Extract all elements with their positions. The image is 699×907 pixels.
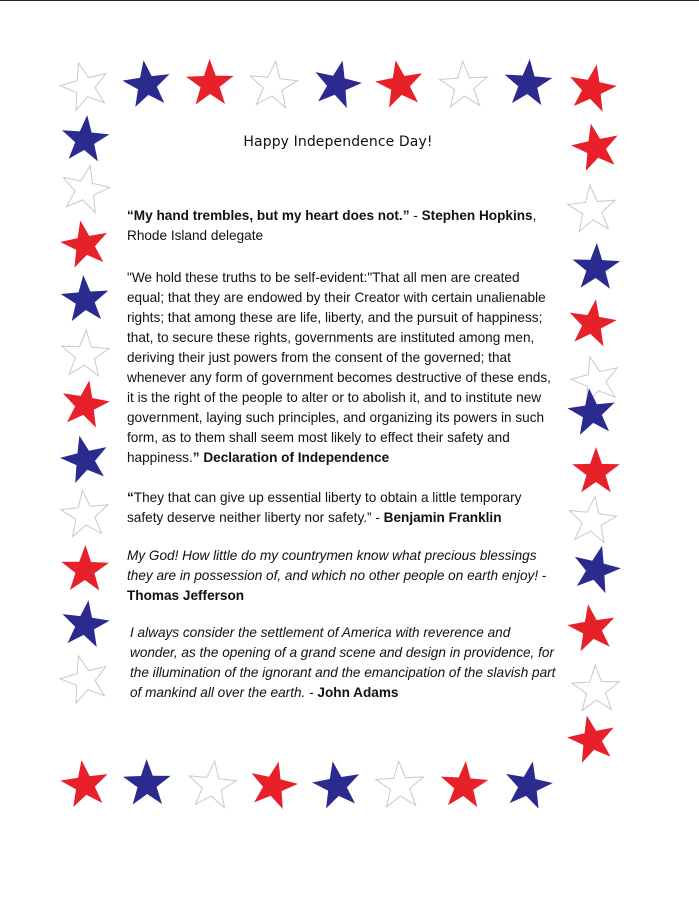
red-star-icon bbox=[435, 757, 493, 815]
quote-separator: - bbox=[538, 568, 547, 583]
blue-star-icon bbox=[568, 240, 624, 296]
white-star-icon bbox=[372, 758, 429, 815]
red-star-icon bbox=[54, 374, 117, 437]
quote-separator: - bbox=[371, 510, 384, 525]
blue-star-icon bbox=[562, 383, 622, 443]
red-star-icon bbox=[561, 598, 623, 660]
white-star-icon bbox=[436, 58, 493, 115]
blue-star-icon bbox=[496, 754, 559, 817]
quote-author: Thomas Jefferson bbox=[127, 588, 245, 603]
blue-star-icon bbox=[306, 755, 369, 818]
red-star-icon bbox=[241, 754, 306, 819]
red-star-icon bbox=[183, 57, 238, 112]
quote-author: Stephen Hopkins bbox=[421, 208, 533, 223]
white-star-icon bbox=[243, 56, 302, 115]
white-star-icon bbox=[568, 662, 624, 718]
quotes-section bbox=[127, 206, 557, 703]
quote-declaration bbox=[127, 268, 557, 468]
quote-separator: - bbox=[409, 208, 422, 223]
white-star-icon bbox=[182, 756, 241, 815]
quote-text: They that can give up essential liberty to obtain a little temporary safety deserve neither liberty nor safety.” bbox=[127, 490, 522, 525]
red-star-icon bbox=[55, 755, 116, 816]
blue-star-icon bbox=[53, 428, 118, 493]
red-star-icon bbox=[58, 543, 113, 598]
quote-author: Benjamin Franklin bbox=[383, 510, 502, 525]
page-title: Happy Independence Day! bbox=[243, 134, 433, 150]
blue-star-icon bbox=[56, 271, 114, 329]
red-star-icon bbox=[53, 213, 116, 276]
quote-separator: - bbox=[305, 685, 318, 700]
red-star-icon bbox=[369, 54, 432, 117]
red-star-icon bbox=[560, 708, 624, 772]
quote-jefferson bbox=[127, 546, 557, 606]
white-star-icon bbox=[53, 158, 117, 222]
blue-star-icon bbox=[117, 55, 178, 116]
quote-author: John Adams bbox=[317, 685, 399, 700]
quote-hopkins bbox=[127, 206, 557, 246]
blue-star-icon bbox=[563, 537, 628, 602]
white-star-icon bbox=[55, 485, 114, 544]
quote-text: “My hand trembles, but my heart does not.” bbox=[127, 208, 410, 223]
quote-adams bbox=[127, 623, 557, 703]
red-star-icon bbox=[560, 57, 623, 120]
white-star-icon bbox=[52, 647, 118, 713]
red-star-icon bbox=[569, 445, 623, 499]
quote-open-mark: “ bbox=[127, 490, 134, 505]
quote-text: "We hold these truths to be self-evident:"That all men are created equal; that they are endowed by their Creator with certain unalienable rights; that among these are life, liberty, and the pursuit of happiness; that, to secure these rights, governments are instituted among men, deriving their just powers from the consent of the governed; that whenever any form of government becomes destructive of these ends, it is the right of the people to alter or to abolish it, and to institute new government, laying such principles, and organizing its powers in such form, as to them shall seem most likely to effect their safety and happiness. bbox=[127, 270, 551, 465]
blue-star-icon bbox=[305, 53, 370, 118]
red-star-icon bbox=[561, 293, 623, 355]
quote-text: I always consider the settlement of America with reverence and wonder, as the opening of a grand scene and design in providence, for the illumination of the ignorant and the emancipation of the slavish part of mankind all over the earth. bbox=[130, 625, 556, 700]
blue-star-icon bbox=[499, 55, 557, 113]
blue-star-icon bbox=[120, 757, 175, 812]
white-star-icon bbox=[563, 181, 622, 240]
quote-franklin bbox=[127, 488, 557, 528]
quote-author-note: , Rhode Island delegate bbox=[127, 208, 537, 243]
quote-author: ” Declaration of Independence bbox=[192, 450, 390, 465]
blue-star-icon bbox=[55, 595, 116, 656]
quote-text: My God! How little do my countrymen know what precious blessings they are in possession of, and which no other people on earth enjoy! bbox=[127, 548, 539, 583]
